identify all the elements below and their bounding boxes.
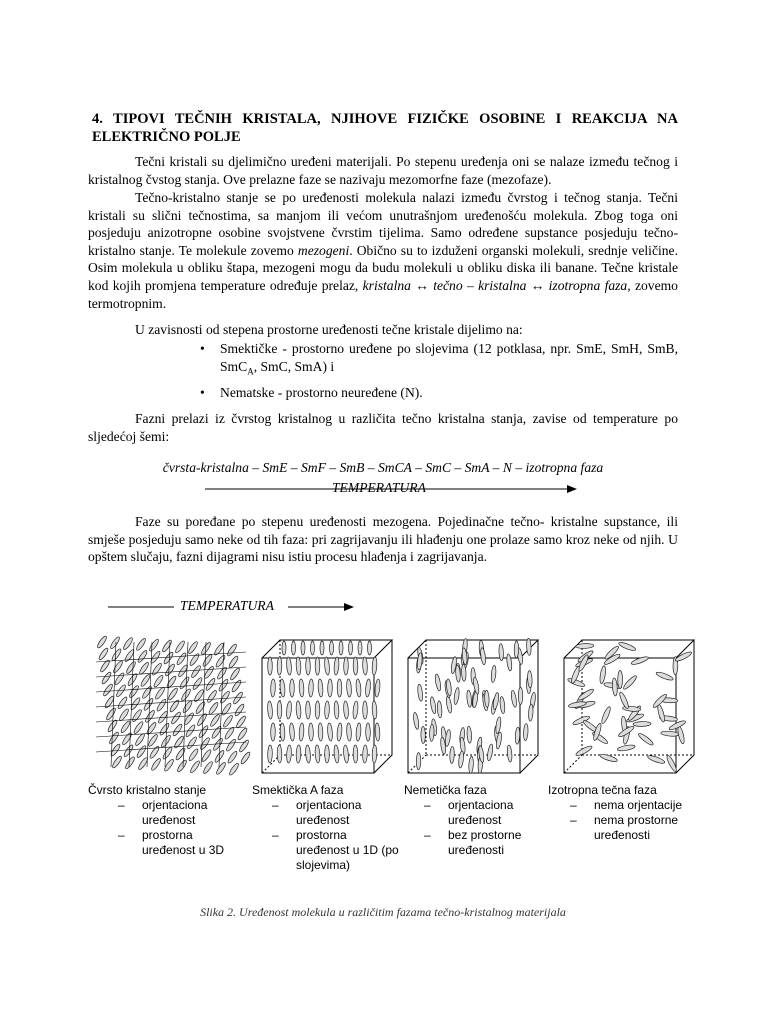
caption-nematic <box>404 783 544 858</box>
smectic-molecule <box>353 745 358 763</box>
nematic-molecule <box>499 696 505 713</box>
smectic-molecule <box>290 679 295 697</box>
dash-glyph: – <box>272 828 279 842</box>
p2-emphasis-mezogeni: mezogeni <box>297 242 350 258</box>
smectic-molecule <box>286 701 292 719</box>
paragraph-phase-order: Faze su poređane po stepenu uređenosti mezogena. Pojedinačne tečno- kristalne supstance, ili smješe posjeduju samo neke od tih faza: pri zagrijavanju ili hlađenju one prolaze samo kroz neke od njih. U opštem slučaju, fazni dijagrami nisu istiu procesu hlađenja i zagrijavanja. <box>88 514 678 565</box>
crystal-molecule <box>122 637 134 651</box>
smectic-molecule <box>268 657 273 675</box>
crystal-molecule <box>208 701 220 715</box>
smectic-molecule <box>299 679 305 697</box>
crystal-molecule <box>167 687 179 701</box>
crystal-molecule <box>219 690 231 704</box>
crystal-molecule <box>136 745 148 759</box>
smectic-molecule <box>325 745 330 763</box>
dash-glyph: – <box>118 798 125 812</box>
nematic-molecule <box>437 701 443 718</box>
phase-sequence-scheme: čvrsta-kristalna – SmE – SmF – SmB – SmCA – SmC – SmA – N – izotropna faza <box>162 460 604 475</box>
list-item-smectic <box>200 340 678 381</box>
isotropic-molecule <box>656 704 665 723</box>
smectic-molecule <box>308 679 313 697</box>
isotropic-molecule <box>599 665 607 684</box>
smectic-molecule <box>296 657 302 675</box>
isotropic-molecule <box>637 732 654 747</box>
crystal-molecule <box>189 653 201 667</box>
p2-text-b: . Obično su to izduženi organski molekuli, srednje veličine. Osim molekula u obliku štapa, mezogeni mogu da budu molekuli u obliku diska ili banane. Tečne kristale kod kojih promjena temperature određuje prelaz, <box>88 242 678 293</box>
smectic-molecule <box>306 657 311 675</box>
smectic-molecule <box>330 641 334 655</box>
dash-glyph: – <box>570 798 577 812</box>
crystal-molecule <box>229 667 241 681</box>
crystal-molecule <box>179 676 191 690</box>
smectic-molecule <box>343 701 349 719</box>
crystal-molecule <box>135 637 147 651</box>
nematic-molecule <box>491 665 497 682</box>
caption-item: – bez prostorne uređenosti <box>424 828 522 857</box>
crystal-molecule <box>202 761 214 775</box>
smectic-molecule <box>268 745 273 763</box>
nematic-molecule <box>429 724 434 741</box>
caption-isotropic <box>548 783 698 843</box>
smectic-molecule <box>279 679 285 697</box>
crystal-molecule <box>192 677 204 691</box>
smectic-molecule <box>315 657 320 675</box>
bullet-dot: • <box>200 384 205 400</box>
smectic-molecule <box>353 657 358 675</box>
figure-crystalline-solid <box>86 632 254 777</box>
smectic-molecule <box>339 641 343 655</box>
caption-smectic <box>252 783 402 873</box>
nematic-molecule <box>467 726 472 743</box>
smectic-molecule <box>355 679 361 697</box>
crystal-molecule <box>234 703 246 717</box>
smectic-molecule <box>296 701 302 719</box>
smectic-molecule <box>363 701 368 719</box>
crystal-molecule <box>161 639 173 653</box>
crystal-molecule <box>108 731 120 745</box>
crystal-molecule <box>209 713 221 727</box>
crystal-molecule <box>175 747 187 761</box>
crystal-molecule <box>174 640 186 654</box>
smectic-layers-illustration <box>258 632 398 777</box>
crystal-molecule <box>227 750 239 764</box>
isotropic-illustration <box>560 632 700 777</box>
crystal-molecule <box>111 755 123 769</box>
crystal-molecule <box>237 727 249 741</box>
crystal-lattice-illustration <box>86 632 254 777</box>
crystal-molecule <box>176 652 188 666</box>
isotropic-molecule <box>612 678 618 696</box>
crystal-molecule <box>105 707 117 721</box>
smectic-molecule <box>282 641 286 655</box>
crystal-molecule <box>162 746 174 760</box>
crystal-molecule <box>98 647 110 661</box>
caption-title: Izotropna tečna faza <box>548 783 657 797</box>
smectic-molecule <box>305 745 311 763</box>
smectic-molecule <box>296 745 301 763</box>
crystal-molecule <box>164 663 176 677</box>
smectic-molecule <box>306 701 311 719</box>
caption-item: – orjentaciona uređenost <box>118 798 208 827</box>
crystal-molecule <box>150 757 162 771</box>
isotropic-molecule <box>600 706 612 724</box>
smectic-molecule <box>372 745 377 763</box>
list-item-nematic <box>200 384 678 402</box>
crystal-molecule <box>228 762 240 776</box>
nematic-molecule <box>495 717 502 734</box>
smectic-molecule <box>277 657 282 675</box>
nematic-molecule <box>518 687 522 704</box>
smectic-molecule <box>365 679 371 697</box>
crystal-molecule <box>195 701 207 715</box>
crystal-molecule <box>109 636 121 650</box>
caption-title: Nemetička faza <box>404 783 487 797</box>
smectic-molecule <box>289 723 295 741</box>
isotropic-molecule <box>576 643 594 649</box>
smectic-molecule <box>315 745 321 763</box>
nematic-molecule <box>468 756 473 773</box>
dash-glyph: – <box>424 828 431 842</box>
crystal-molecule <box>172 723 184 737</box>
isotropic-molecule <box>633 721 651 726</box>
nematic-molecule <box>466 690 472 707</box>
nematic-molecule <box>523 723 528 740</box>
smectic-molecule <box>267 701 273 719</box>
nematic-molecule <box>453 687 460 704</box>
smectic-molecule <box>372 701 378 719</box>
smectic-molecule <box>333 657 339 675</box>
crystal-molecule <box>189 760 201 774</box>
crystal-molecule <box>163 651 175 665</box>
crystal-molecule <box>131 709 143 723</box>
crystal-molecule <box>190 665 202 679</box>
temperature-arrow <box>205 474 580 504</box>
dash-glyph: – <box>118 828 125 842</box>
smectic-molecule <box>337 679 342 697</box>
smectic-molecule <box>362 657 367 675</box>
smectic-molecule <box>320 641 324 655</box>
dash-glyph: – <box>272 798 279 812</box>
crystal-molecule <box>238 739 250 753</box>
section-heading: 4. TIPOVI TEČNIH KRISTALA, NJIHOVE FIZIČKE OSOBINE I REAKCIJA NA ELEKTRIČNO POLJE <box>92 111 678 145</box>
nematic-molecule <box>492 692 499 710</box>
paragraph-classification: U zavisnosti od stepena prostorne uređenosti tečne kristale dijelimo na: <box>135 322 523 337</box>
crystal-molecule <box>112 660 124 674</box>
caption-item: – nema orjentacije <box>570 798 683 812</box>
figure-smectic-a <box>258 632 398 777</box>
smectic-molecule <box>292 641 296 655</box>
smectic-molecule <box>358 641 362 655</box>
caption-crystalline <box>88 783 248 858</box>
dash-glyph: – <box>570 813 577 827</box>
temperature-label-2: TEMPERATURA <box>180 598 274 613</box>
dash-glyph: – <box>424 798 431 812</box>
crystal-molecule <box>96 635 108 649</box>
smectic-molecule <box>368 641 372 655</box>
smectic-molecule <box>374 679 380 697</box>
crystal-molecule <box>134 733 146 747</box>
crystal-molecule <box>144 709 156 723</box>
crystal-molecule <box>199 737 211 751</box>
smectic-molecule <box>346 679 352 697</box>
crystal-molecule <box>187 641 199 655</box>
nematic-molecule <box>507 745 513 762</box>
smectic-molecule <box>349 641 353 655</box>
p2-text-a: Tečno-kristalno stanje se po uređenosti molekula nalazi između čvrstog i tečnog stanja. Tečni kristali su slični tečnostima, sa manjom ili većom unutrašnjom uređenošću molekula. Zbog toga oni posjeduju anizotropne osobine svojstvene čvrstim tijelima. Samo određene supstance posjeduju tečno-kristalno stanje. Te molekule zovemo <box>88 190 678 258</box>
crystal-molecule <box>226 643 238 657</box>
paragraph-liquid-crystal-state <box>88 189 678 312</box>
crystal-molecule <box>201 749 213 763</box>
crystal-molecule <box>147 733 159 747</box>
crystal-molecule <box>188 748 200 762</box>
smectic-molecule <box>280 723 285 741</box>
nematic-molecule <box>528 704 533 721</box>
smectic-molecule <box>271 723 276 741</box>
crystal-molecule <box>169 699 181 713</box>
isotropic-molecule <box>618 641 637 652</box>
nematic-molecule <box>461 664 466 681</box>
crystal-molecule <box>133 721 145 735</box>
smectic-molecule <box>324 657 330 675</box>
smectic-text-b: , SmC, SmA) i <box>253 358 335 374</box>
crystal-molecule <box>182 700 194 714</box>
isotropic-molecule <box>577 688 595 702</box>
smectic-molecule <box>366 723 371 741</box>
smectic-molecule <box>270 679 275 697</box>
crystal-molecule <box>222 714 234 728</box>
figure-nematic <box>404 632 544 777</box>
crystal-molecule <box>228 655 240 669</box>
phase-type-list <box>200 340 678 402</box>
crystal-molecule <box>221 702 233 716</box>
crystal-molecule <box>120 720 132 734</box>
caption-title: Čvrsto kristalno stanje <box>88 783 207 797</box>
crystal-molecule <box>170 711 182 725</box>
nematic-molecule <box>514 641 519 658</box>
smectic-molecule <box>327 723 333 741</box>
smectic-molecule <box>362 745 367 763</box>
crystal-molecule <box>176 759 188 773</box>
crystal-molecule <box>151 662 163 676</box>
nematic-molecule <box>413 712 420 729</box>
isotropic-molecule <box>631 655 650 666</box>
nematic-illustration <box>404 632 544 777</box>
smectic-molecule <box>318 679 324 697</box>
crystal-molecule <box>202 653 214 667</box>
smectic-molecule <box>315 701 320 719</box>
p2-text-c: zovemo termotropnim. <box>88 277 678 311</box>
caption-item: – prostorna uređenost u 3D <box>118 828 225 857</box>
isotropic-molecule <box>618 670 623 688</box>
crystal-molecule <box>240 751 252 765</box>
crystal-molecule <box>148 638 160 652</box>
nematic-molecule <box>445 696 452 713</box>
nematic-molecule <box>510 690 517 707</box>
smectic-molecule <box>286 657 292 675</box>
smectic-molecule <box>372 657 378 675</box>
crystal-molecule <box>102 683 114 697</box>
smectic-molecule <box>343 745 349 763</box>
isotropic-molecule <box>622 674 638 690</box>
nematic-molecule <box>515 727 520 744</box>
crystal-molecule <box>125 661 137 675</box>
smectic-molecule <box>299 723 305 741</box>
caption-item: – orjentaciona uređenost <box>272 798 362 827</box>
crystal-molecule <box>153 674 165 688</box>
nematic-molecule <box>417 653 423 670</box>
nematic-text: Nematske - prostorno neuređene (N). <box>220 384 423 400</box>
crystal-molecule <box>215 654 227 668</box>
crystal-molecule <box>140 673 152 687</box>
crystal-molecule <box>149 745 161 759</box>
crystal-molecule <box>117 696 129 710</box>
bullet-dot: • <box>200 341 205 356</box>
crystal-molecule <box>111 648 123 662</box>
smectic-molecule <box>308 723 313 741</box>
figure-caption: Slika 2. Uređenost molekula u različitim fazama tečno-kristalnog materijala <box>200 905 566 919</box>
p2-emphasis-transition: kristalna ↔ tečno – kristalna ↔ izotropna faza, <box>362 277 631 293</box>
nematic-molecule <box>430 697 437 715</box>
crystal-molecule <box>121 732 133 746</box>
nematic-molecule <box>421 726 426 743</box>
smectic-subscript: A <box>247 366 254 377</box>
smectic-text-a: Smektičke - prostorno uređene po slojevima (12 potklasa, npr. SmE, SmH, SmB, SmC <box>220 341 678 374</box>
nematic-molecule <box>506 654 513 671</box>
crystal-molecule <box>186 736 198 750</box>
crystal-molecule <box>225 738 237 752</box>
crystal-molecule <box>231 679 243 693</box>
smectic-molecule <box>346 723 352 741</box>
smectic-molecule <box>318 723 323 741</box>
caption-item: – orjentaciona uređenost <box>424 798 514 827</box>
crystal-molecule <box>141 685 153 699</box>
nematic-molecule <box>416 753 420 770</box>
nematic-molecule <box>526 638 531 655</box>
nematic-molecule <box>434 674 441 692</box>
smectic-molecule <box>277 745 282 763</box>
isotropic-molecule <box>655 671 674 682</box>
isotropic-molecule <box>647 754 666 765</box>
smectic-molecule <box>355 723 361 741</box>
crystal-molecule <box>101 671 113 685</box>
caption-item: – prostorna uređenost u 1D (po slojevima) <box>272 828 399 872</box>
smectic-molecule <box>328 679 333 697</box>
smectic-molecule <box>334 701 339 719</box>
nematic-molecule <box>450 746 455 763</box>
paragraph-intro: Tečni kristali su djelimično uređeni materijali. Po stepenu uređenja oni se nalaze između tečnog i kristalnog čvstog stanja. Ove prelazne faze se nazivaju mezomorfne faze (mezofaze). <box>88 154 678 187</box>
temperature-label: TEMPERATURA <box>332 480 426 495</box>
nematic-molecule <box>417 684 423 701</box>
caption-title: Smektička A faza <box>252 783 344 797</box>
crystal-molecule <box>156 698 168 712</box>
isotropic-molecule <box>617 744 636 752</box>
smectic-molecule <box>336 723 342 741</box>
temperature-arrow-2 <box>108 598 368 618</box>
smectic-molecule <box>375 723 381 741</box>
crystal-molecule <box>124 756 136 770</box>
smectic-molecule <box>301 641 305 655</box>
smectic-molecule <box>324 701 329 719</box>
smectic-molecule <box>311 641 315 655</box>
crystal-molecule <box>123 744 135 758</box>
crystal-molecule <box>137 649 149 663</box>
crystal-molecule <box>159 722 171 736</box>
crystal-molecule <box>218 678 230 692</box>
nematic-molecule <box>458 751 464 768</box>
crystal-molecule <box>128 685 140 699</box>
smectic-molecule <box>277 701 282 719</box>
figure-isotropic <box>560 632 700 777</box>
crystal-molecule <box>143 697 155 711</box>
smectic-molecule <box>352 701 358 719</box>
nematic-molecule <box>480 647 487 664</box>
caption-item: – nema prostorne uređenosti <box>570 813 679 842</box>
smectic-molecule <box>344 657 349 675</box>
crystal-molecule <box>215 761 227 775</box>
nematic-molecule <box>486 744 493 762</box>
crystal-molecule <box>206 689 218 703</box>
isotropic-molecule <box>599 753 618 763</box>
paragraph-phase-transitions: Fazni prelazi iz čvrstog kristalnog u različita tečno kristalna stanja, zavise od temperature po sljedećoj šemi: <box>88 411 678 444</box>
crystal-molecule <box>198 725 210 739</box>
smectic-molecule <box>333 745 339 763</box>
crystal-molecule <box>114 672 126 686</box>
smectic-molecule <box>286 745 292 763</box>
